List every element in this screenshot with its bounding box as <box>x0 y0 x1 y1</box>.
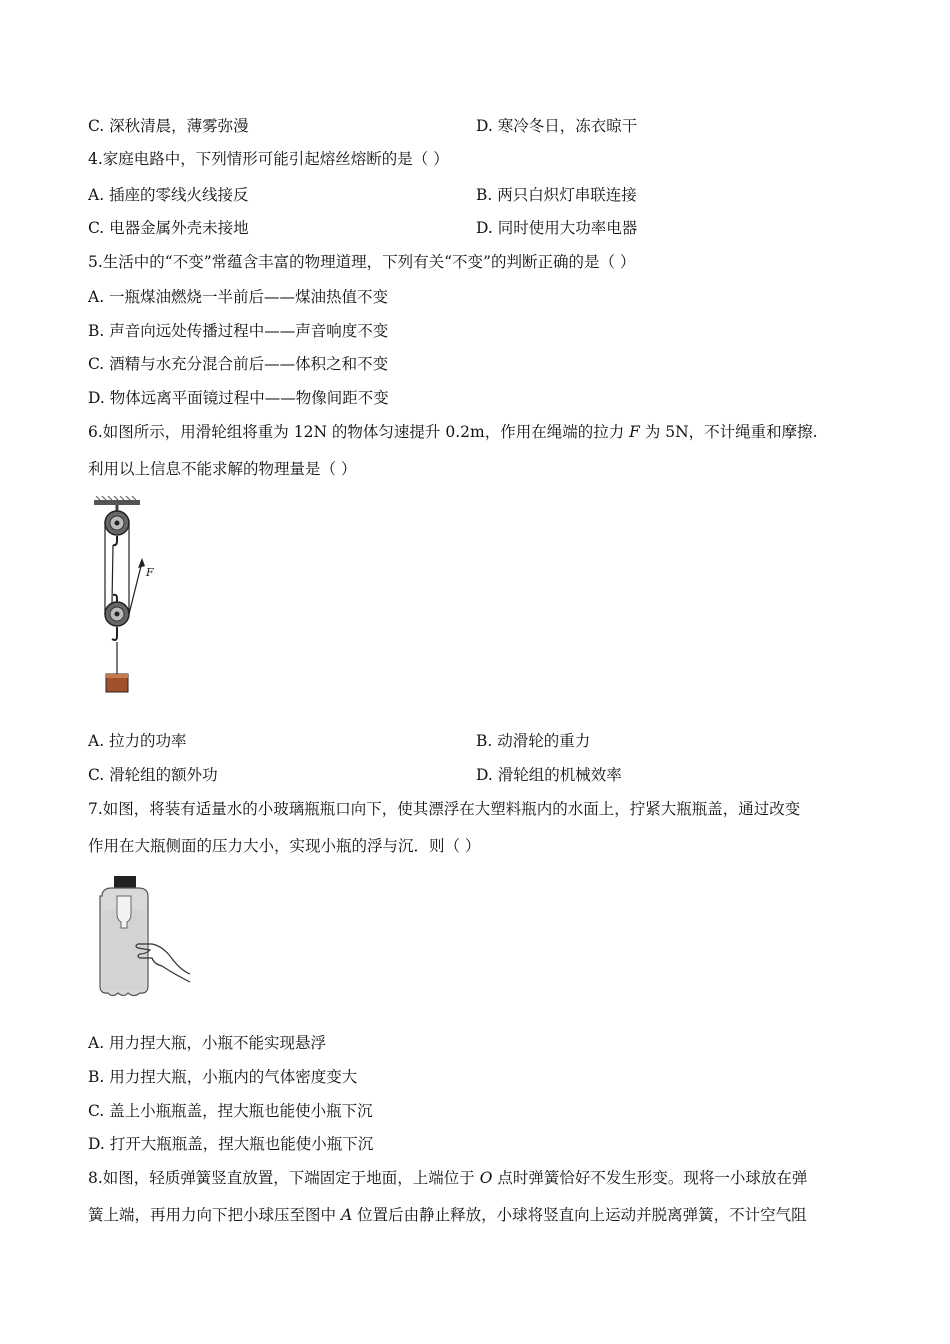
q4-stem: 4.家庭电路中，下列情形可能引起熔丝熔断的是（ ） <box>88 150 449 168</box>
q5-option-c: C. 酒精与水充分混合前后——体积之和不变 <box>88 355 389 373</box>
q7-stem-line2: 作用在大瓶侧面的压力大小，实现小瓶的浮与沉．则（ ） <box>88 837 481 855</box>
q4-option-d: D. 同时使用大功率电器 <box>476 219 638 237</box>
q8-stem-line1 <box>88 1167 807 1189</box>
q8-var-a: A <box>340 1206 353 1224</box>
fixed-pulley-hook <box>113 536 117 545</box>
q8-stem1-part1: 8.如图，轻质弹簧竖直放置，下端固定于地面，上端位于 <box>88 1169 480 1187</box>
q4-option-a: A. 插座的零线火线接反 <box>88 186 249 204</box>
ceiling-hatch <box>96 496 136 500</box>
q7-option-b: B. 用力捏大瓶，小瓶内的气体密度变大 <box>88 1068 358 1086</box>
q7-option-c: C. 盖上小瓶瓶盖，捏大瓶也能使小瓶下沉 <box>88 1102 373 1120</box>
q6-stem-part1: 6.如图所示，用滑轮组将重为 12N 的物体匀速提升 0.2m，作用在绳端的拉力 <box>88 423 630 441</box>
q7-option-a: A. 用力捏大瓶，小瓶不能实现悬浮 <box>88 1034 327 1052</box>
q4-option-c: C. 电器金属外壳未接地 <box>88 219 249 237</box>
q6-stem-part2: 为 5N，不计绳重和摩擦. <box>639 423 818 441</box>
moving-pulley-hook <box>112 627 117 640</box>
q6-option-b: B. 动滑轮的重力 <box>476 732 591 750</box>
q6-option-a: A. 拉力的功率 <box>88 732 187 750</box>
q8-var-o: O <box>479 1169 493 1187</box>
q6-stem-line2: 利用以上信息不能求解的物理量是（ ） <box>88 460 357 478</box>
q5-option-b: B. 声音向远处传播过程中——声音响度不变 <box>88 322 389 340</box>
q8-stem-line2 <box>88 1204 807 1226</box>
q6-option-d: D. 滑轮组的机械效率 <box>476 766 622 784</box>
q6-stem-line1 <box>88 421 818 443</box>
q7-stem-line1: 7.如图，将装有适量水的小玻璃瓶瓶口向下，使其漂浮在大塑料瓶内的水面上，拧紧大瓶瓶盖，通过改变 <box>88 800 801 818</box>
q3-option-d: D. 寒冷冬日，冻衣晾干 <box>476 117 638 135</box>
q6-var-f: F <box>629 423 640 441</box>
ceiling-bar <box>94 500 140 505</box>
q5-option-a: A. 一瓶煤油燃烧一半前后——煤油热值不变 <box>88 288 389 306</box>
moving-pulley-top-hook <box>113 595 117 602</box>
q6-option-c: C. 滑轮组的额外功 <box>88 766 218 784</box>
bottle-cap <box>114 876 136 888</box>
q5-stem: 5.生活中的“不变”常蕴含丰富的物理道理，下列有关“不变”的判断正确的是（ ） <box>88 253 636 271</box>
q5-option-d: D. 物体远离平面镜过程中——物像间距不变 <box>88 389 389 407</box>
force-label: F <box>146 566 154 579</box>
q8-stem1-part2: 点时弹簧恰好不发生形变。现将一小球放在弹 <box>492 1169 808 1187</box>
q8-stem2-part2: 位置后由静止释放，小球将竖直向上运动并脱离弹簧，不计空气阻 <box>352 1206 807 1224</box>
q4-option-b: B. 两只白炽灯串联连接 <box>476 186 637 204</box>
rope-free-end <box>129 562 142 614</box>
q7-option-d: D. 打开大瓶瓶盖，捏大瓶也能使小瓶下沉 <box>88 1135 374 1153</box>
force-arrow-icon <box>138 558 145 568</box>
pulley-diagram <box>86 496 166 698</box>
bottle-diagram <box>90 874 200 1000</box>
q8-stem2-part1: 簧上端，再用力向下把小球压至图中 <box>88 1206 341 1224</box>
q3-option-c: C. 深秋清晨，薄雾弥漫 <box>88 117 249 135</box>
